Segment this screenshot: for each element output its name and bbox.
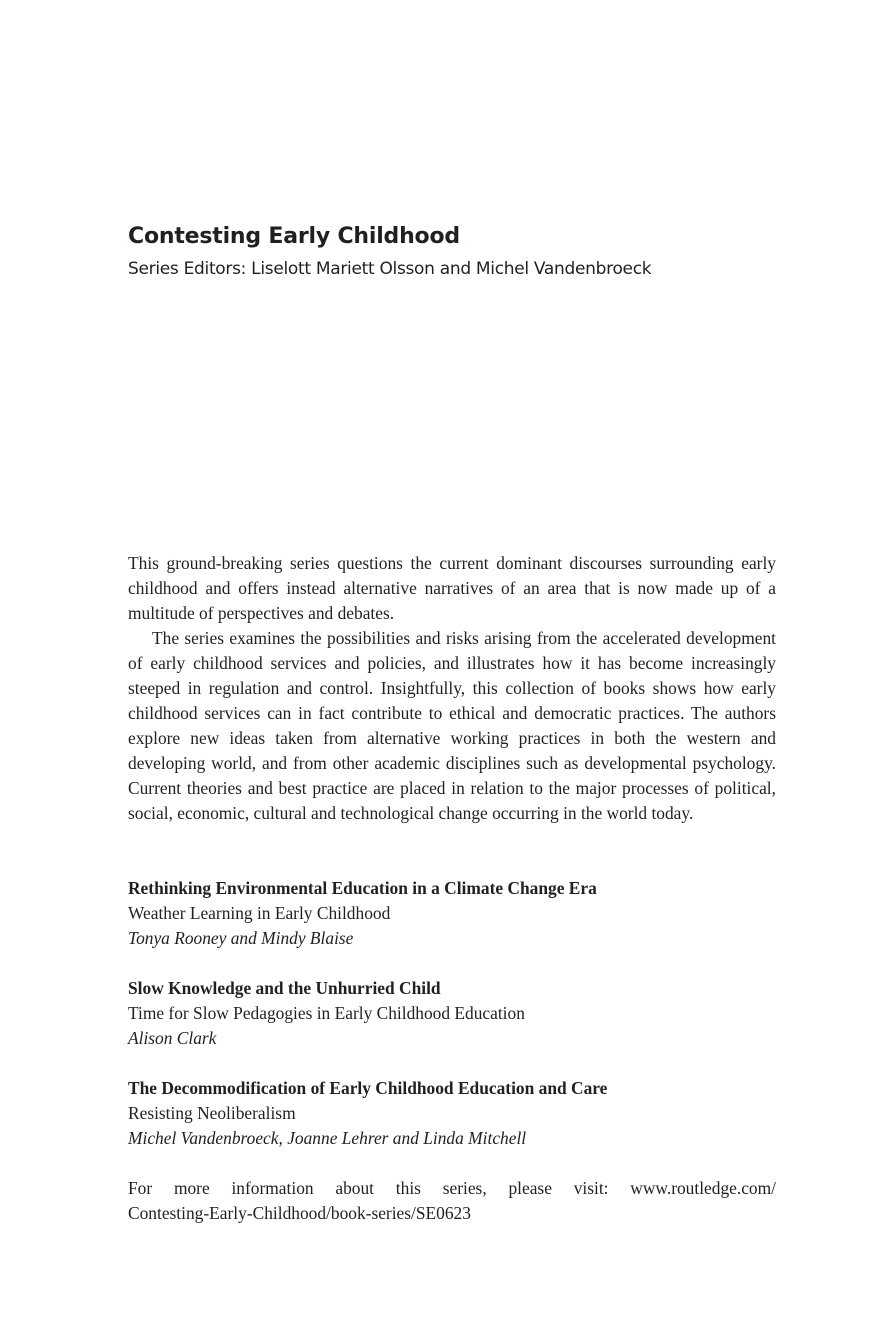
more-info-line-1: For more information about this series, please visit: www.routledge.com/ <box>128 1178 776 1198</box>
description-paragraph-1: This ground-breaking series questions the current dominant discourses surrounding early childhood and offers instead alternative narratives of an area that is now made up of a multitude of perspectives and debates. <box>128 553 776 623</box>
book-entry-2 <box>128 976 776 1051</box>
more-info <box>128 1176 776 1226</box>
series-editors: Series Editors: Liselott Mariett Olsson and Michel Vandenbroeck <box>128 259 652 279</box>
book-authors: Tonya Rooney and Mindy Blaise <box>128 928 354 948</box>
book-subtitle: Weather Learning in Early Childhood <box>128 903 391 923</box>
book-subtitle: Resisting Neoliberalism <box>128 1103 296 1123</box>
description-paragraph-2: The series examines the possibilities and risks arising from the accelerated development of early childhood services and policies, and illustrates how it has become increasingly steeped in regulation and control. Insightfully, this collection of books shows how early childhood services can in fact contribute to ethical and democratic practices. The authors explore new ideas taken from alternative working practices in both the western and developing world, and from other academic disciplines such as developmental psychology. Current theories and best practice are placed in relation to the major processes of political, social, economic, cultural and technological change occurring in the world today. <box>128 628 776 823</box>
book-subtitle: Time for Slow Pedagogies in Early Childhood Education <box>128 1003 525 1023</box>
book-title: Rethinking Environmental Education in a Climate Change Era <box>128 878 597 898</box>
book-title: The Decommodification of Early Childhood Education and Care <box>128 1078 608 1098</box>
series-description <box>128 551 776 826</box>
book-entry-1 <box>128 876 776 951</box>
series-title: Contesting Early Childhood <box>128 224 460 249</box>
book-title: Slow Knowledge and the Unhurried Child <box>128 978 441 998</box>
book-authors: Michel Vandenbroeck, Joanne Lehrer and Linda Mitchell <box>128 1128 527 1148</box>
more-info-link: Contesting-Early-Childhood/book-series/SE0623 <box>128 1203 471 1223</box>
book-entry-3 <box>128 1076 776 1151</box>
book-authors: Alison Clark <box>128 1028 217 1048</box>
